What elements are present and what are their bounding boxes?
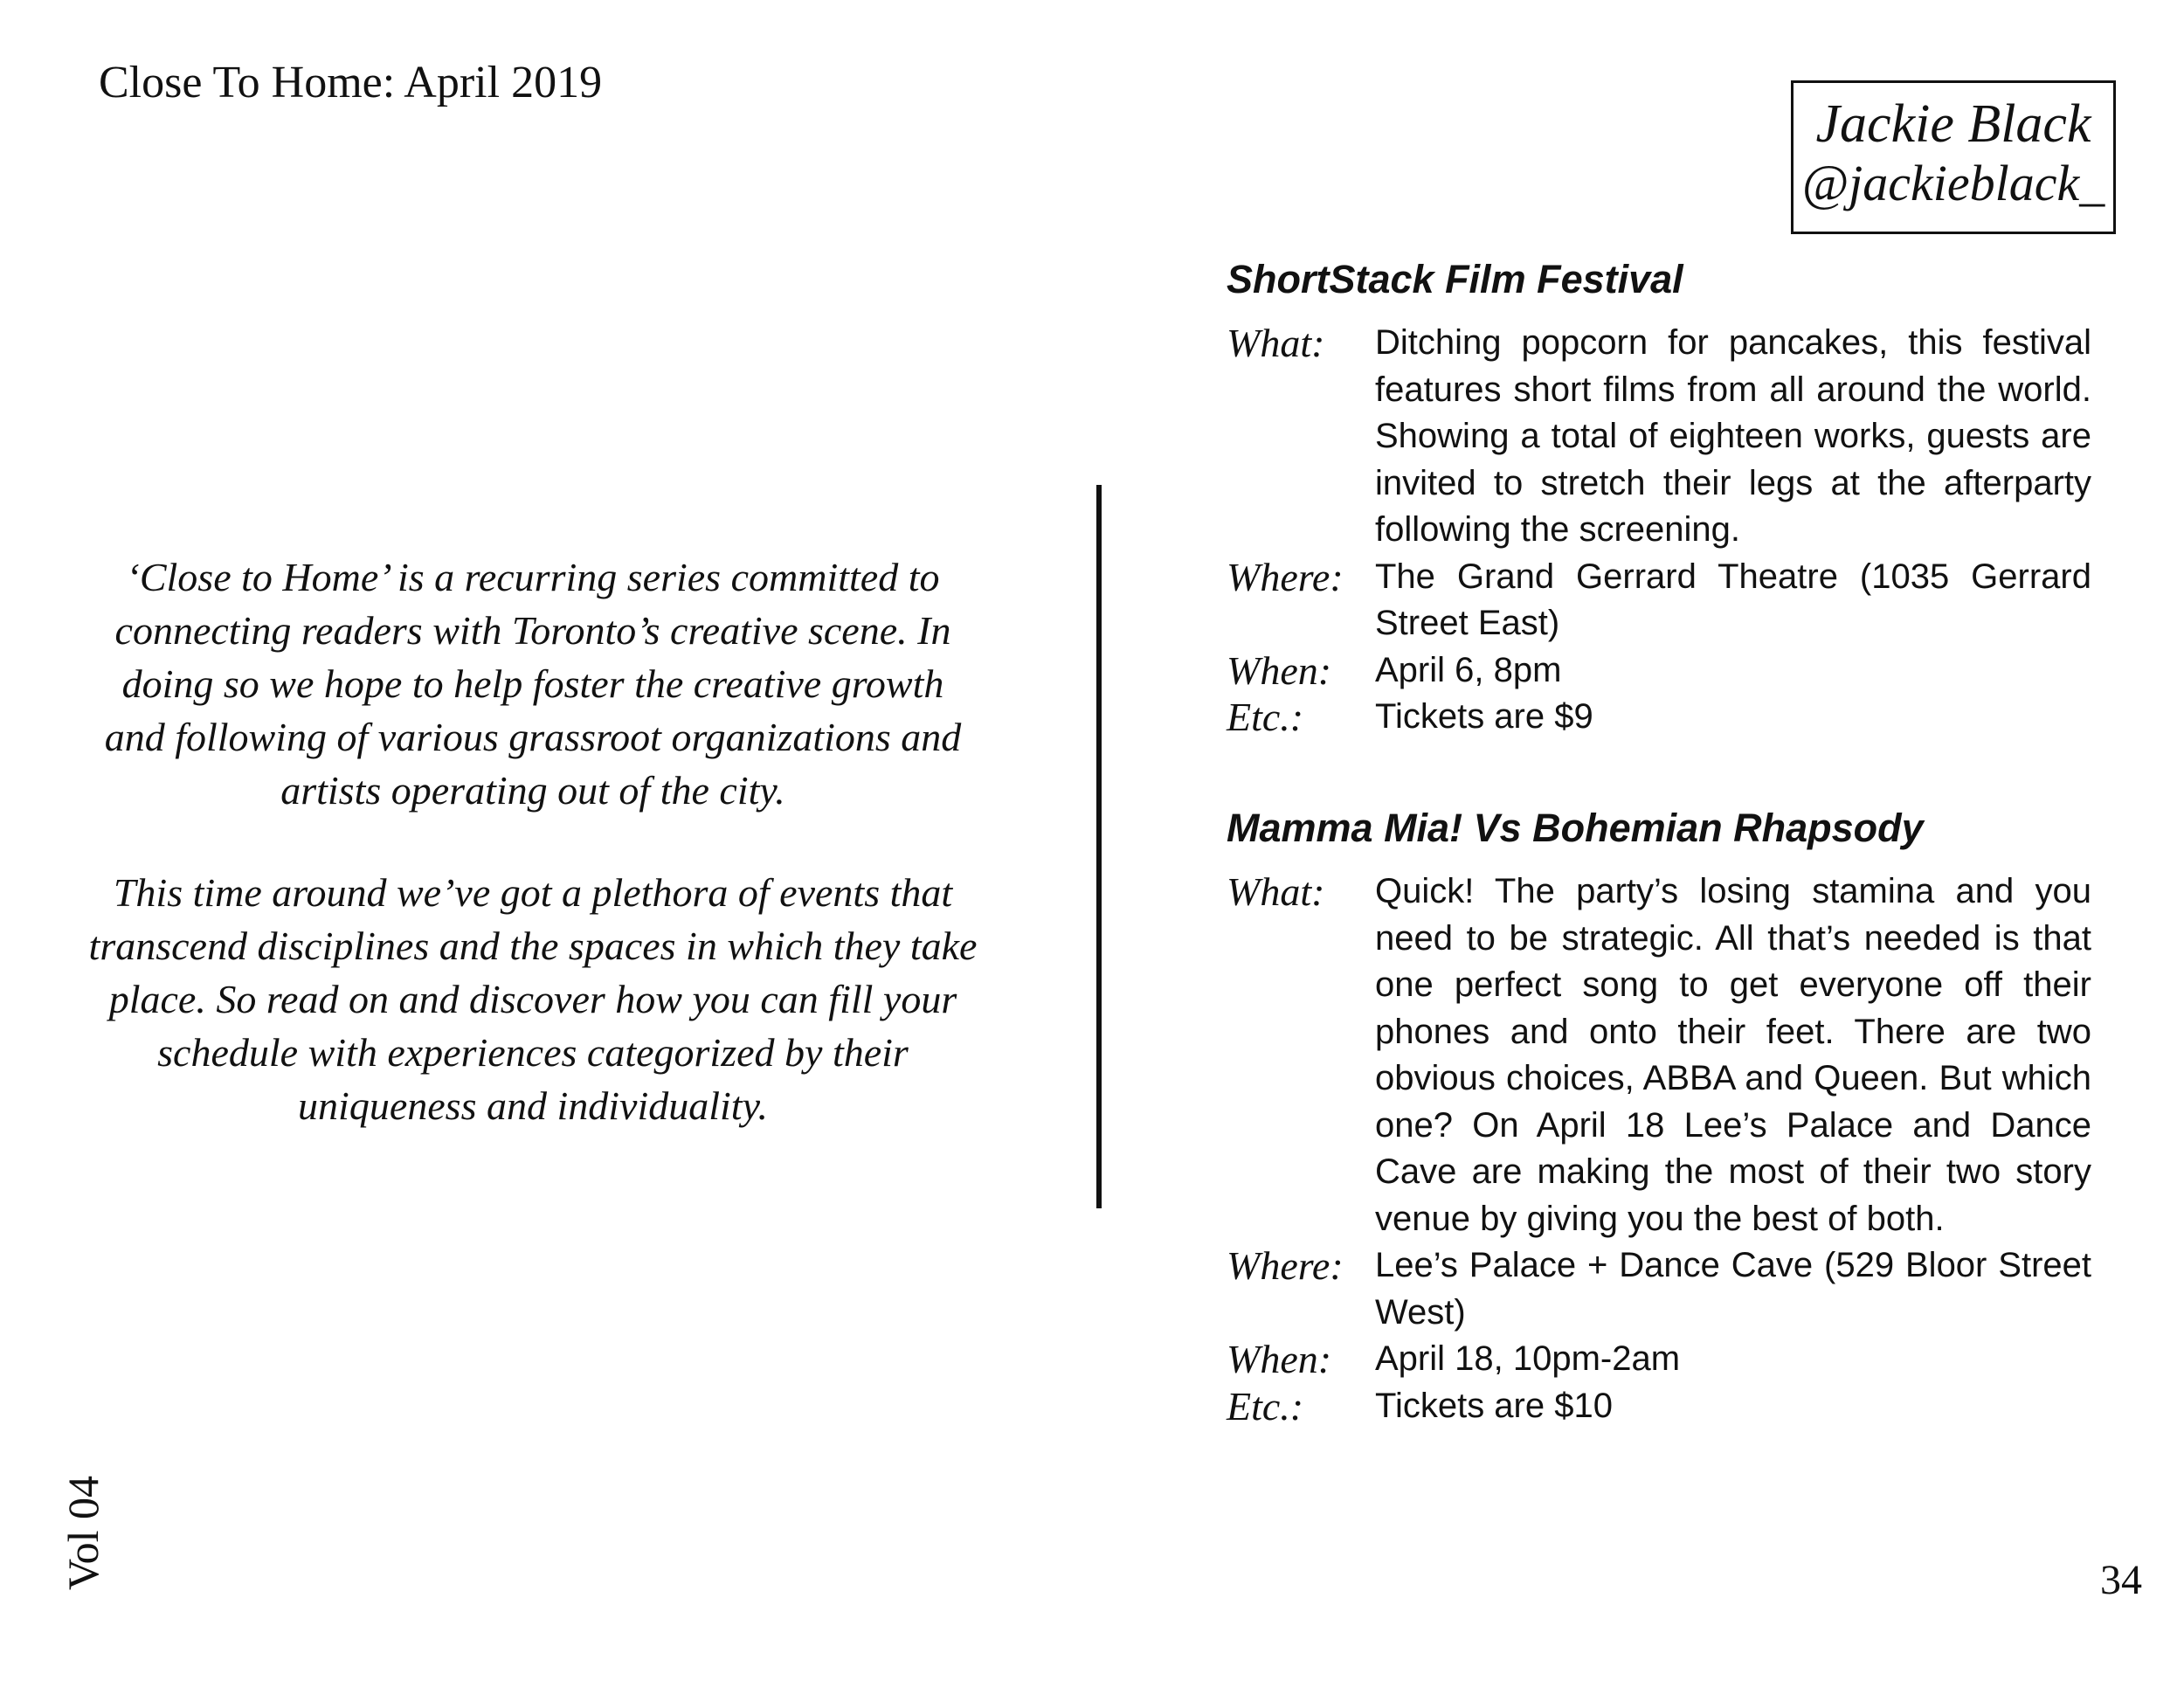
row-label: When: bbox=[1227, 647, 1332, 693]
row-text: Tickets are $10 bbox=[1375, 1386, 1613, 1425]
event-row-where bbox=[1227, 1242, 2091, 1336]
author-name: Jackie Black bbox=[1815, 94, 2091, 154]
event-row-what bbox=[1227, 320, 2091, 554]
row-text: The Grand Gerrard Theatre (1035 Gerrard Street East) bbox=[1375, 557, 2091, 642]
author-handle[interactable]: @jackieblack_ bbox=[1801, 155, 2105, 211]
event-title: ShortStack Film Festival bbox=[1227, 257, 1683, 301]
row-label: Etc.: bbox=[1227, 1383, 1304, 1429]
row-label: When: bbox=[1227, 1337, 1332, 1381]
row-label: Etc.: bbox=[1227, 695, 1304, 739]
event-title: Mamma Mia! Vs Bohemian Rhapsody bbox=[1227, 806, 1924, 850]
row-text: Tickets are $9 bbox=[1375, 697, 1593, 736]
vertical-divider bbox=[1096, 485, 1102, 1208]
row-label: What: bbox=[1227, 869, 1325, 914]
event-shortstack bbox=[1227, 255, 2091, 741]
volume-label: Vol 04 bbox=[59, 1475, 107, 1590]
row-label: Where: bbox=[1227, 554, 1344, 599]
event-row-what bbox=[1227, 868, 2091, 1242]
intro-paragraph: This time around we’ve got a plethora of events that transcend disciplines and the spaces in which they take place. So read on and discover how you can fill your schedule with experiences categorized by their uniqueness and individuality. bbox=[88, 870, 978, 1128]
event-row-when bbox=[1227, 1336, 2091, 1383]
page-header-title: Close To Home: April 2019 bbox=[99, 58, 603, 107]
event-row-etc bbox=[1227, 1383, 2091, 1430]
author-box bbox=[1791, 80, 2116, 234]
row-text: Quick! The party’s losing stamina and you need to be strategic. All that’s needed is that one perfect song to get everyone off their phones and onto their feet. There are two obvious choices, ABBA and Queen. But which one? On April 18 Lee’s Palace and Dance Cave are making the most of their two story venue by giving you the best of both. bbox=[1375, 872, 2091, 1238]
intro-text bbox=[87, 550, 978, 1181]
event-row-where bbox=[1227, 554, 2091, 647]
row-label: What: bbox=[1227, 321, 1325, 365]
event-mamma-mia-vs-bohemian bbox=[1227, 804, 2091, 1429]
intro-paragraph: ‘Close to Home’ is a recurring series committed to connecting readers with Toronto’s creative scene. In doing so we hope to help foster the creative growth and following of various grassroot organizations and artists operating out of the city. bbox=[104, 555, 962, 813]
row-text: Lee’s Palace + Dance Cave (529 Bloor Street West) bbox=[1375, 1246, 2091, 1332]
row-text: Ditching popcorn for pancakes, this festival features short films from all around the world. Showing a total of eighteen works, guests are invited to stretch their legs at the afterparty following the screening. bbox=[1375, 323, 2091, 549]
row-text: April 18, 10pm-2am bbox=[1375, 1339, 1681, 1378]
row-label: Where: bbox=[1227, 1243, 1344, 1288]
event-row-etc bbox=[1227, 694, 2091, 741]
event-row-when bbox=[1227, 647, 2091, 695]
page-number: 34 bbox=[2100, 1557, 2142, 1603]
row-text: April 6, 8pm bbox=[1375, 650, 1562, 689]
